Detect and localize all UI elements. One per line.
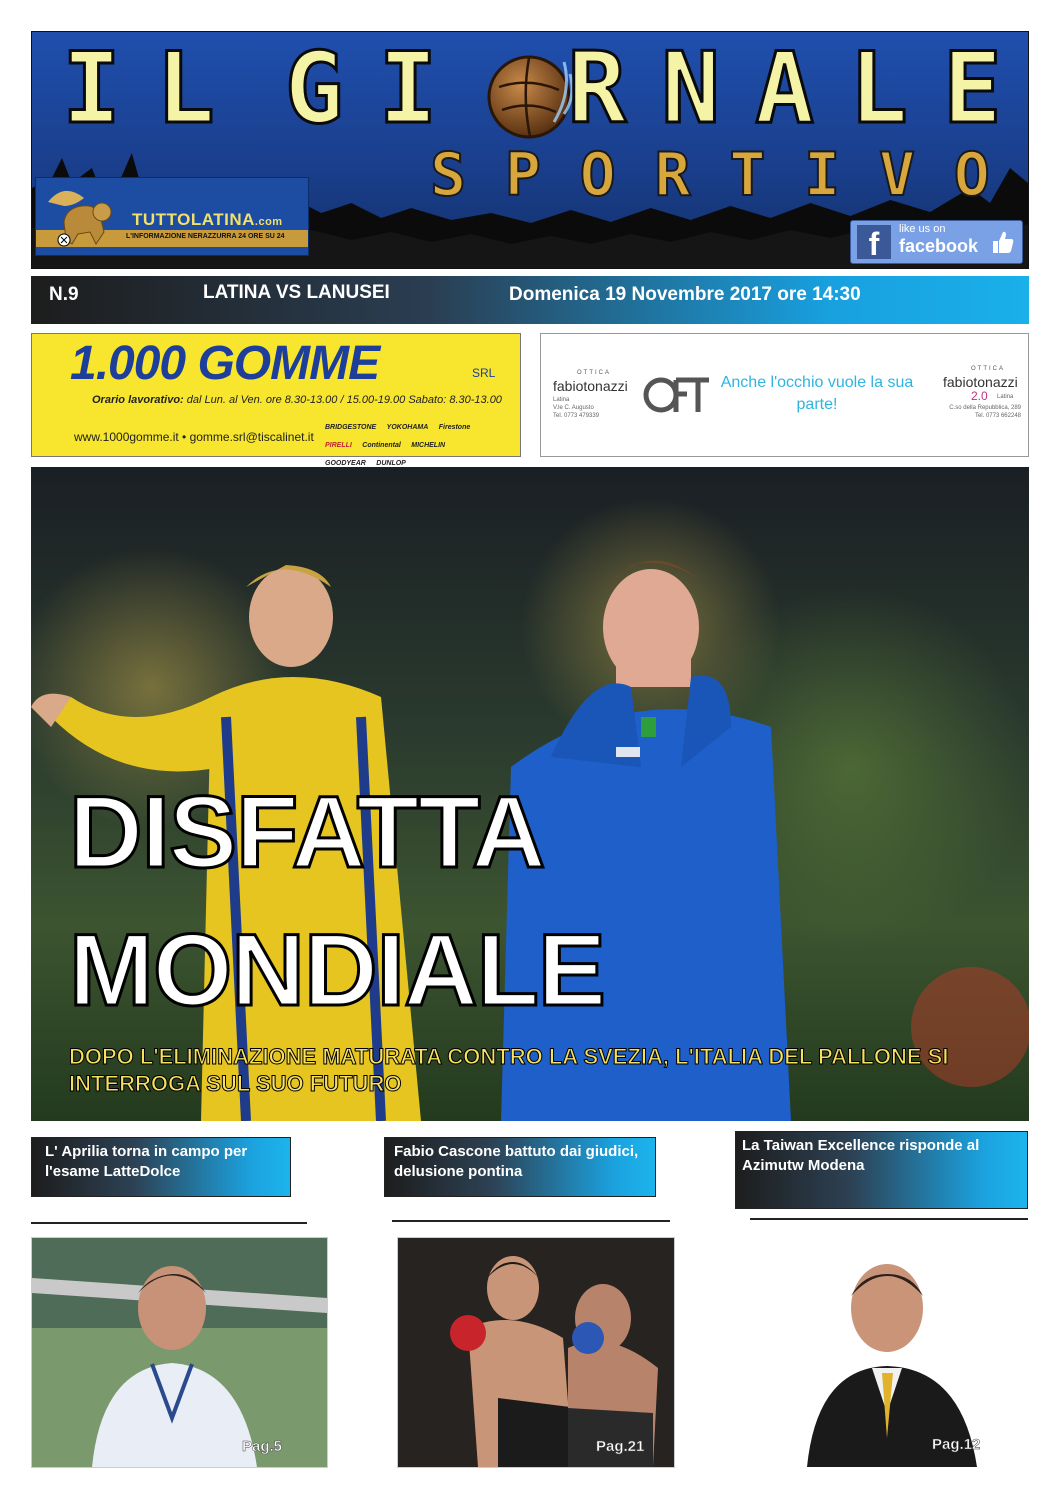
photo-aprilia-coach[interactable] <box>31 1237 328 1468</box>
title-letter: V <box>878 140 916 210</box>
hero-photo <box>31 467 1029 1121</box>
address-line: Tel. 0773 479339 <box>553 413 600 419</box>
ottica-city: Latina <box>997 394 1014 400</box>
title-letter <box>472 34 532 144</box>
title-letter: G <box>284 32 344 146</box>
title-letter: P <box>504 140 541 210</box>
ottica-address-left <box>553 396 599 420</box>
masthead-title-top <box>62 34 1002 144</box>
tyre-brand: PIRELLI <box>325 442 352 449</box>
tyre-brand: GOODYEAR <box>325 460 366 467</box>
subheadline: DOPO L'ELIMINAZIONE MATURATA CONTRO LA SVEZIA, L'ITALIA DEL PALLONE SI INTERROGA SUL SUO FUTURO <box>69 1044 949 1096</box>
gomme-hours <box>92 394 502 406</box>
issue-info-bar <box>31 276 1029 324</box>
title-letter: I <box>804 140 841 210</box>
title-letter: O <box>579 140 616 210</box>
title-letter: T <box>729 140 766 210</box>
boxing-photo <box>398 1238 674 1467</box>
coach-photo <box>32 1238 327 1467</box>
gomme-hours-label: Orario lavorativo: <box>92 394 184 406</box>
ad-ottica-fabiotonazzi[interactable] <box>540 333 1029 457</box>
teaser-taiwan-excellence[interactable] <box>735 1131 1028 1209</box>
title-letter: N <box>661 32 721 146</box>
facebook-like-button[interactable] <box>850 220 1023 264</box>
title-letter: S <box>430 140 467 210</box>
tuttolatina-name <box>132 210 283 230</box>
oft-logo <box>643 372 713 418</box>
tuttolatina-logo[interactable] <box>35 177 309 256</box>
facebook-icon: f <box>857 225 891 259</box>
ottica-label-right: OTTICA <box>971 366 1005 372</box>
partner-domain: .com <box>254 216 283 228</box>
title-letter: O <box>953 140 990 210</box>
facebook-prefix: like us on <box>899 223 946 235</box>
ottica-name-right: fabiotonazzi <box>943 374 1018 390</box>
ottica-version: 2.0 <box>971 389 988 403</box>
headline-line-2: MONDIALE <box>69 913 605 1027</box>
divider <box>392 1220 670 1222</box>
teaser-title: La Taiwan Excellence risponde al Azimutw Modena <box>742 1137 980 1174</box>
title-letter: R <box>654 140 691 210</box>
page-ref: Pag.5 <box>242 1438 283 1455</box>
ottica-slogan: Anche l'occhio vuole la sua parte! <box>720 374 914 413</box>
title-letter: R <box>567 32 627 146</box>
tyre-brand: BRIDGESTONE <box>325 424 377 431</box>
divider <box>31 1222 307 1224</box>
winged-lion-icon <box>44 182 124 248</box>
title-letter: I <box>378 32 438 146</box>
title-letter: L <box>848 32 908 146</box>
title-letter: L <box>155 32 215 146</box>
tyre-brand: DUNLOP <box>376 460 406 467</box>
match-title: LATINA VS LANUSEI <box>203 282 390 303</box>
tyre-brand: Firestone <box>438 424 471 431</box>
thumbs-up-icon <box>991 229 1015 255</box>
photo-taiwan-excellence[interactable] <box>776 1237 1013 1468</box>
divider <box>750 1218 1028 1220</box>
teaser-title: Fabio Cascone battuto dai giudici, delusione pontina <box>394 1143 639 1180</box>
tyre-brand: YOKOHAMA <box>386 424 429 431</box>
masthead <box>31 31 1029 269</box>
gomme-brand: 1.000 GOMME <box>70 337 380 390</box>
facebook-name: facebook <box>899 236 979 256</box>
title-letter: E <box>942 32 1002 146</box>
gomme-contact: www.1000gomme.it • gomme.srl@tiscalinet.it <box>74 430 314 444</box>
title-letter: I <box>62 32 122 146</box>
headline-line-1: DISFATTA <box>69 775 545 889</box>
title-letter: A <box>755 32 815 146</box>
photo-cascone-boxing[interactable] <box>397 1237 675 1468</box>
address-line: Latina <box>553 397 570 403</box>
gomme-hours-text: dal Lun. al Ven. ore 8.30-13.00 / 15.00-19.00 Sabato: 8.30-13.00 <box>183 394 502 406</box>
tuttolatina-slogan: L'INFORMAZIONE NERAZZURRA 24 ORE SU 24 <box>126 233 285 240</box>
teaser-cascone[interactable] <box>384 1137 656 1197</box>
partner-name: TUTTOLATINA <box>132 210 255 229</box>
issue-number: N.9 <box>49 284 79 305</box>
teaser-aprilia[interactable] <box>31 1137 291 1197</box>
ad-1000-gomme[interactable] <box>31 333 521 467</box>
tyre-brands <box>322 416 492 470</box>
page-ref: Pag.12 <box>932 1436 981 1453</box>
address-line: C.so della Repubblica, 289 <box>949 405 1021 411</box>
portrait-photo <box>777 1238 1012 1467</box>
ottica-address-right <box>937 404 1021 420</box>
ottica-label-left: OTTICA <box>577 370 611 376</box>
tyre-brand: Continental <box>362 442 401 449</box>
ottica-name-left: fabiotonazzi <box>553 378 628 394</box>
match-date: Domenica 19 Novembre 2017 ore 14:30 <box>509 284 861 305</box>
address-line: Tel. 0773 662248 <box>974 413 1021 419</box>
masthead-title-bottom <box>430 142 990 208</box>
teaser-title: L' Aprilia torna in campo per l'esame LatteDolce <box>45 1143 248 1180</box>
gomme-suffix: SRL <box>472 366 496 380</box>
tyre-brand: MICHELIN <box>411 442 446 449</box>
address-line: V.le C. Augusto <box>553 405 594 411</box>
page-ref: Pag.21 <box>596 1438 645 1455</box>
